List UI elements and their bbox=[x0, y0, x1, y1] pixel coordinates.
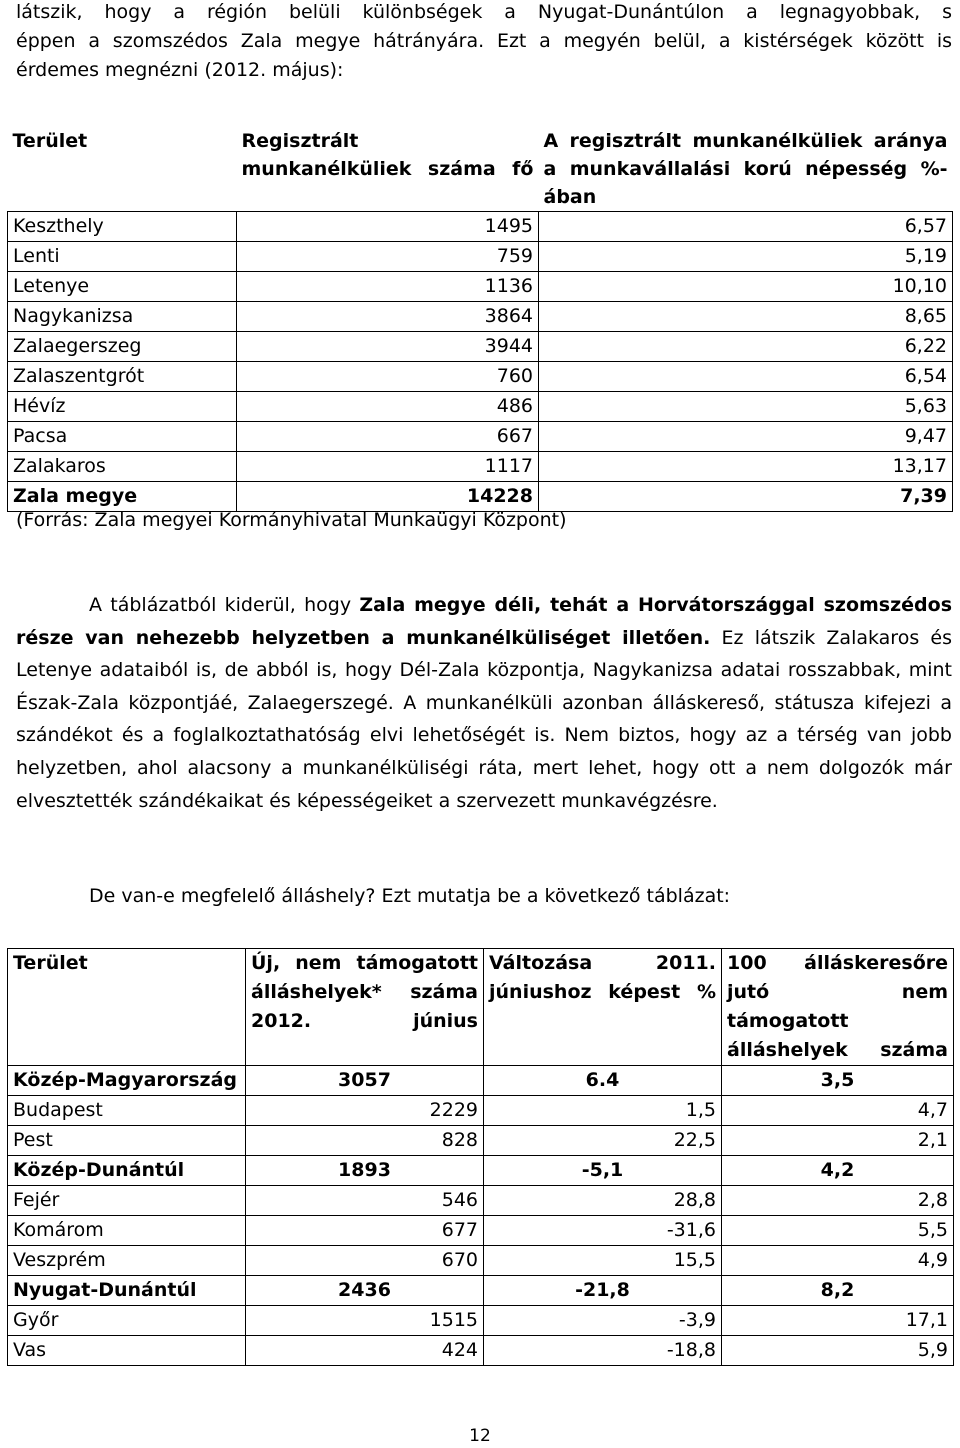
change-cell: -18,8 bbox=[484, 1336, 722, 1366]
area-cell: Komárom bbox=[8, 1216, 246, 1246]
table-row bbox=[8, 1246, 954, 1276]
rate-cell: 6,54 bbox=[539, 362, 953, 392]
rate-cell: 8,65 bbox=[539, 302, 953, 332]
jobs-cell: 828 bbox=[246, 1126, 484, 1156]
jobs-cell: 1893 bbox=[246, 1156, 484, 1186]
intro-paragraph bbox=[16, 0, 952, 85]
analysis-paragraph bbox=[16, 589, 952, 817]
area-cell: Zalaegerszeg bbox=[8, 332, 237, 362]
rate-cell: 6,57 bbox=[539, 212, 953, 242]
para-bold-text: Zala megye déli, tehát a Horvátországgal szomszédos része van nehezebb helyzetben a munkanélküliséget illetően. bbox=[16, 594, 953, 649]
area-cell: Közép-Dunántúl bbox=[8, 1156, 246, 1186]
area-cell: Nagykanizsa bbox=[8, 302, 237, 332]
per100-cell: 17,1 bbox=[722, 1306, 954, 1336]
jobs-cell: 1515 bbox=[246, 1306, 484, 1336]
area-cell: Veszprém bbox=[8, 1246, 246, 1276]
count-cell: 3864 bbox=[237, 302, 539, 332]
header-area: Terület bbox=[8, 949, 246, 1066]
change-cell: -31,6 bbox=[484, 1216, 722, 1246]
intro-line: éppen a szomszédos Zala megye hátrányára. Ezt a megyén belül, a kistérségek között is bbox=[16, 30, 952, 52]
area-cell: Fejér bbox=[8, 1186, 246, 1216]
table-row bbox=[8, 302, 953, 332]
area-cell: Lenti bbox=[8, 242, 237, 272]
area-cell: Nyugat-Dunántúl bbox=[8, 1276, 246, 1306]
question-line: De van-e megfelelő álláshely? Ezt mutatja be a következő táblázat: bbox=[89, 885, 731, 907]
header-per100: 100 álláskeresőre jutó nem támogatott álláshelyek száma bbox=[722, 949, 954, 1066]
rate-cell: 5,19 bbox=[539, 242, 953, 272]
table-header-row bbox=[8, 949, 954, 1066]
header-change: Változása 2011. júniushoz képest % bbox=[484, 949, 722, 1066]
unemployment-table bbox=[7, 127, 953, 512]
area-cell: Keszthely bbox=[8, 212, 237, 242]
jobs-cell: 2436 bbox=[246, 1276, 484, 1306]
table-row bbox=[8, 392, 953, 422]
intro-line: látszik, hogy a régión belüli különbségek a Nyugat-Dunántúlon a legnagyobbak, s bbox=[16, 1, 952, 23]
table-row bbox=[8, 362, 953, 392]
area-cell: Hévíz bbox=[8, 392, 237, 422]
count-cell: 14228 bbox=[237, 482, 539, 512]
table-row bbox=[8, 1276, 954, 1306]
area-cell: Vas bbox=[8, 1336, 246, 1366]
rate-cell: 9,47 bbox=[539, 422, 953, 452]
count-cell: 1136 bbox=[237, 272, 539, 302]
change-cell: -5,1 bbox=[484, 1156, 722, 1186]
jobs-cell: 546 bbox=[246, 1186, 484, 1216]
table-row bbox=[8, 1126, 954, 1156]
area-cell: Zala megye bbox=[8, 482, 237, 512]
per100-cell: 4,9 bbox=[722, 1246, 954, 1276]
per100-cell: 5,9 bbox=[722, 1336, 954, 1366]
area-cell: Zalaszentgrót bbox=[8, 362, 237, 392]
page-number: 12 bbox=[469, 1426, 491, 1446]
count-cell: 759 bbox=[237, 242, 539, 272]
table-row bbox=[8, 272, 953, 302]
per100-cell: 2,1 bbox=[722, 1126, 954, 1156]
jobs-cell: 424 bbox=[246, 1336, 484, 1366]
table-row bbox=[8, 452, 953, 482]
per100-cell: 2,8 bbox=[722, 1186, 954, 1216]
table-row bbox=[8, 1186, 954, 1216]
area-cell: Budapest bbox=[8, 1096, 246, 1126]
area-cell: Győr bbox=[8, 1306, 246, 1336]
table-row bbox=[8, 212, 953, 242]
table-row bbox=[8, 1306, 954, 1336]
count-cell: 1495 bbox=[237, 212, 539, 242]
table-row bbox=[8, 1336, 954, 1366]
area-cell: Pacsa bbox=[8, 422, 237, 452]
table-row bbox=[8, 422, 953, 452]
per100-cell: 5,5 bbox=[722, 1216, 954, 1246]
rate-cell: 7,39 bbox=[539, 482, 953, 512]
area-cell: Közép-Magyarország bbox=[8, 1066, 246, 1096]
count-cell: 760 bbox=[237, 362, 539, 392]
jobs-cell: 670 bbox=[246, 1246, 484, 1276]
change-cell: 6.4 bbox=[484, 1066, 722, 1096]
change-cell: 1,5 bbox=[484, 1096, 722, 1126]
per100-cell: 4,7 bbox=[722, 1096, 954, 1126]
count-cell: 3944 bbox=[237, 332, 539, 362]
para-text-2: Ez látszik Zalakaros és Letenye adataiból is, de abból is, hogy Dél-Zala központja, Nagykanizsa adatai rosszabbak, mint Észak-Zala központjáé, Zalaegerszegé. A munkanélküli azonban álláskereső, státusza kifejezi a szándékot és a foglalkoztathatóság elvi lehetőségét is. Nem biztos, hogy az a térség van jobb helyzetben, ahol alacsony a munkanélküliségi ráta, mert lehet, hogy ott a nem dolgozók már elvesztették szándékaikat és képességeiket a szervezett munkavégzésre. bbox=[16, 626, 952, 812]
table-row bbox=[8, 1096, 954, 1126]
per100-cell: 4,2 bbox=[722, 1156, 954, 1186]
source-note: (Forrás: Zala megyei Kormányhivatal Munkaügyi Központ) bbox=[16, 509, 567, 531]
per100-cell: 8,2 bbox=[722, 1276, 954, 1306]
table-row bbox=[8, 242, 953, 272]
table-row bbox=[8, 1066, 954, 1096]
jobs-cell: 2229 bbox=[246, 1096, 484, 1126]
intro-line: érdemes megnézni (2012. május): bbox=[16, 59, 344, 81]
change-cell: 15,5 bbox=[484, 1246, 722, 1276]
change-cell: -3,9 bbox=[484, 1306, 722, 1336]
change-cell: 28,8 bbox=[484, 1186, 722, 1216]
change-cell: -21,8 bbox=[484, 1276, 722, 1306]
change-cell: 22,5 bbox=[484, 1126, 722, 1156]
per100-cell: 3,5 bbox=[722, 1066, 954, 1096]
area-cell: Pest bbox=[8, 1126, 246, 1156]
rate-cell: 5,63 bbox=[539, 392, 953, 422]
job-vacancy-table bbox=[7, 948, 954, 1366]
rate-cell: 13,17 bbox=[539, 452, 953, 482]
area-cell: Zalakaros bbox=[8, 452, 237, 482]
area-cell: Letenye bbox=[8, 272, 237, 302]
rate-cell: 6,22 bbox=[539, 332, 953, 362]
rate-cell: 10,10 bbox=[539, 272, 953, 302]
table-row bbox=[8, 332, 953, 362]
table-row bbox=[8, 1216, 954, 1246]
table-row bbox=[8, 1156, 954, 1186]
para-text-1: A táblázatból kiderül, hogy bbox=[89, 594, 360, 616]
header-count: Regisztrált munkanélküliek száma fő bbox=[241, 130, 534, 180]
header-rate: A regisztrált munkanélküliek aránya a munkavállalási korú népesség %-ában bbox=[543, 130, 948, 208]
header-area: Terület bbox=[12, 130, 88, 152]
jobs-cell: 3057 bbox=[246, 1066, 484, 1096]
table-header-row bbox=[8, 127, 953, 212]
table-body bbox=[8, 212, 953, 512]
header-jobs: Új, nem támogatott álláshelyek* száma 2012. június bbox=[246, 949, 484, 1066]
count-cell: 486 bbox=[237, 392, 539, 422]
count-cell: 1117 bbox=[237, 452, 539, 482]
jobs-cell: 677 bbox=[246, 1216, 484, 1246]
table-body bbox=[8, 1066, 954, 1366]
count-cell: 667 bbox=[237, 422, 539, 452]
